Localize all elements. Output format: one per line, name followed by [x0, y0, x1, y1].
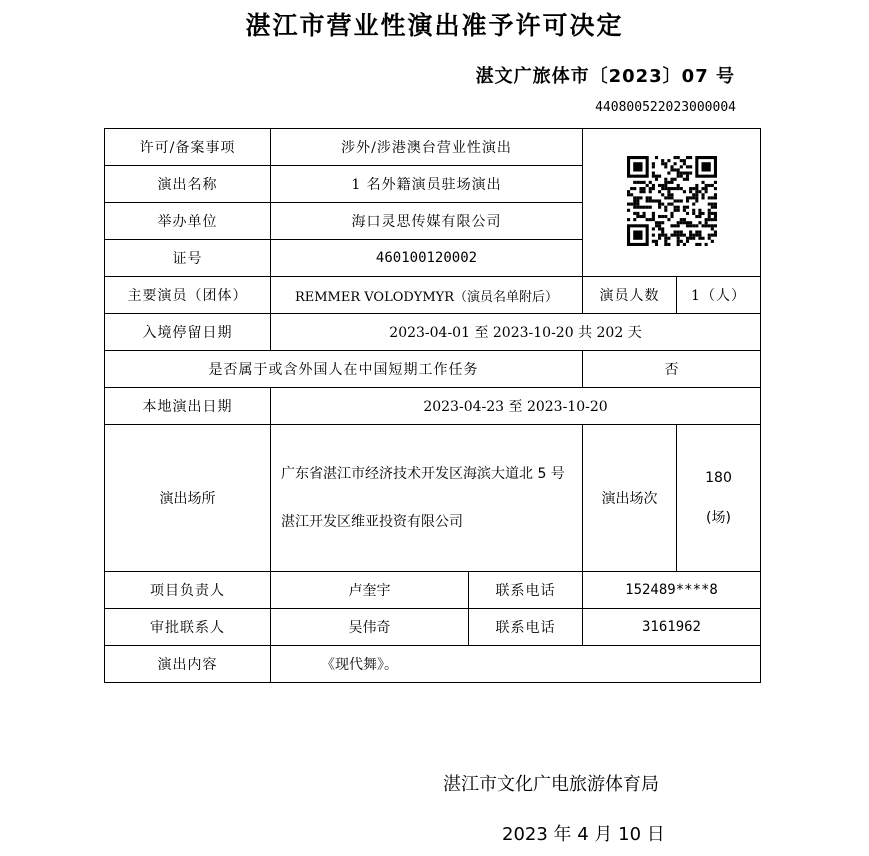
qr-cell — [583, 129, 761, 277]
manager-label: 项目负责人 — [105, 572, 271, 609]
table-row — [105, 572, 761, 609]
table-row — [105, 646, 761, 683]
shortterm-value: 否 — [583, 351, 761, 388]
performers-label: 主要演员（团体） — [105, 277, 271, 314]
count-value: 1（人） — [677, 277, 761, 314]
permit-table — [104, 128, 761, 683]
table-row — [105, 609, 761, 646]
manager-value: 卢奎宇 — [271, 572, 469, 609]
approver-value: 吴伟奇 — [271, 609, 469, 646]
times-number: 180 — [705, 470, 732, 486]
shortterm-label: 是否属于或含外国人在中国短期工作任务 — [105, 351, 583, 388]
content-label: 演出内容 — [105, 646, 271, 683]
show-name-value: 1 名外籍演员驻场演出 — [271, 166, 583, 203]
table-row — [105, 388, 761, 425]
phone-value-1: 152489****8 — [583, 572, 761, 609]
stay-label: 入境停留日期 — [105, 314, 271, 351]
stay-value: 2023-04-01 至 2023-10-20 共 202 天 — [271, 314, 761, 351]
serial-number: 440800522023000004 — [595, 100, 736, 115]
document-number: 湛文广旅体市〔2023〕07 号 — [475, 66, 735, 87]
phone-value-2: 3161962 — [583, 609, 761, 646]
issue-date: 2023 年 4 月 10 日 — [502, 824, 665, 845]
item-value: 涉外/涉港澳台营业性演出 — [271, 129, 583, 166]
count-label: 演员人数 — [583, 277, 677, 314]
table-row — [105, 351, 761, 388]
venue-label: 演出场所 — [105, 425, 271, 572]
times-label: 演出场次 — [583, 425, 677, 572]
show-name-label: 演出名称 — [105, 166, 271, 203]
phone-label-2: 联系电话 — [469, 609, 583, 646]
document-title: 湛江市营业性演出准予许可决定 — [245, 11, 624, 40]
venue-value: 广东省湛江市经济技术开发区海滨大道北 5 号湛江开发区维亚投资有限公司 — [271, 425, 583, 572]
approver-label: 审批联系人 — [105, 609, 271, 646]
local-dates-label: 本地演出日期 — [105, 388, 271, 425]
times-unit: (场) — [706, 510, 731, 526]
qr-code-icon — [627, 156, 717, 246]
content-value: 《现代舞》。 — [271, 646, 761, 683]
table-row — [105, 425, 761, 572]
item-label: 许可/备案事项 — [105, 129, 271, 166]
organizer-label: 举办单位 — [105, 203, 271, 240]
table-row — [105, 314, 761, 351]
performers-value: REMMER VOLODYMYR（演员名单附后） — [271, 277, 583, 314]
organizer-value: 海口灵思传媒有限公司 — [271, 203, 583, 240]
license-value: 460100120002 — [271, 240, 583, 277]
license-label: 证号 — [105, 240, 271, 277]
issuing-authority: 湛江市文化广电旅游体育局 — [443, 774, 659, 795]
table-row — [105, 129, 761, 166]
times-cell — [677, 425, 761, 572]
table-row — [105, 277, 761, 314]
phone-label-1: 联系电话 — [469, 572, 583, 609]
local-dates-value: 2023-04-23 至 2023-10-20 — [271, 388, 761, 425]
